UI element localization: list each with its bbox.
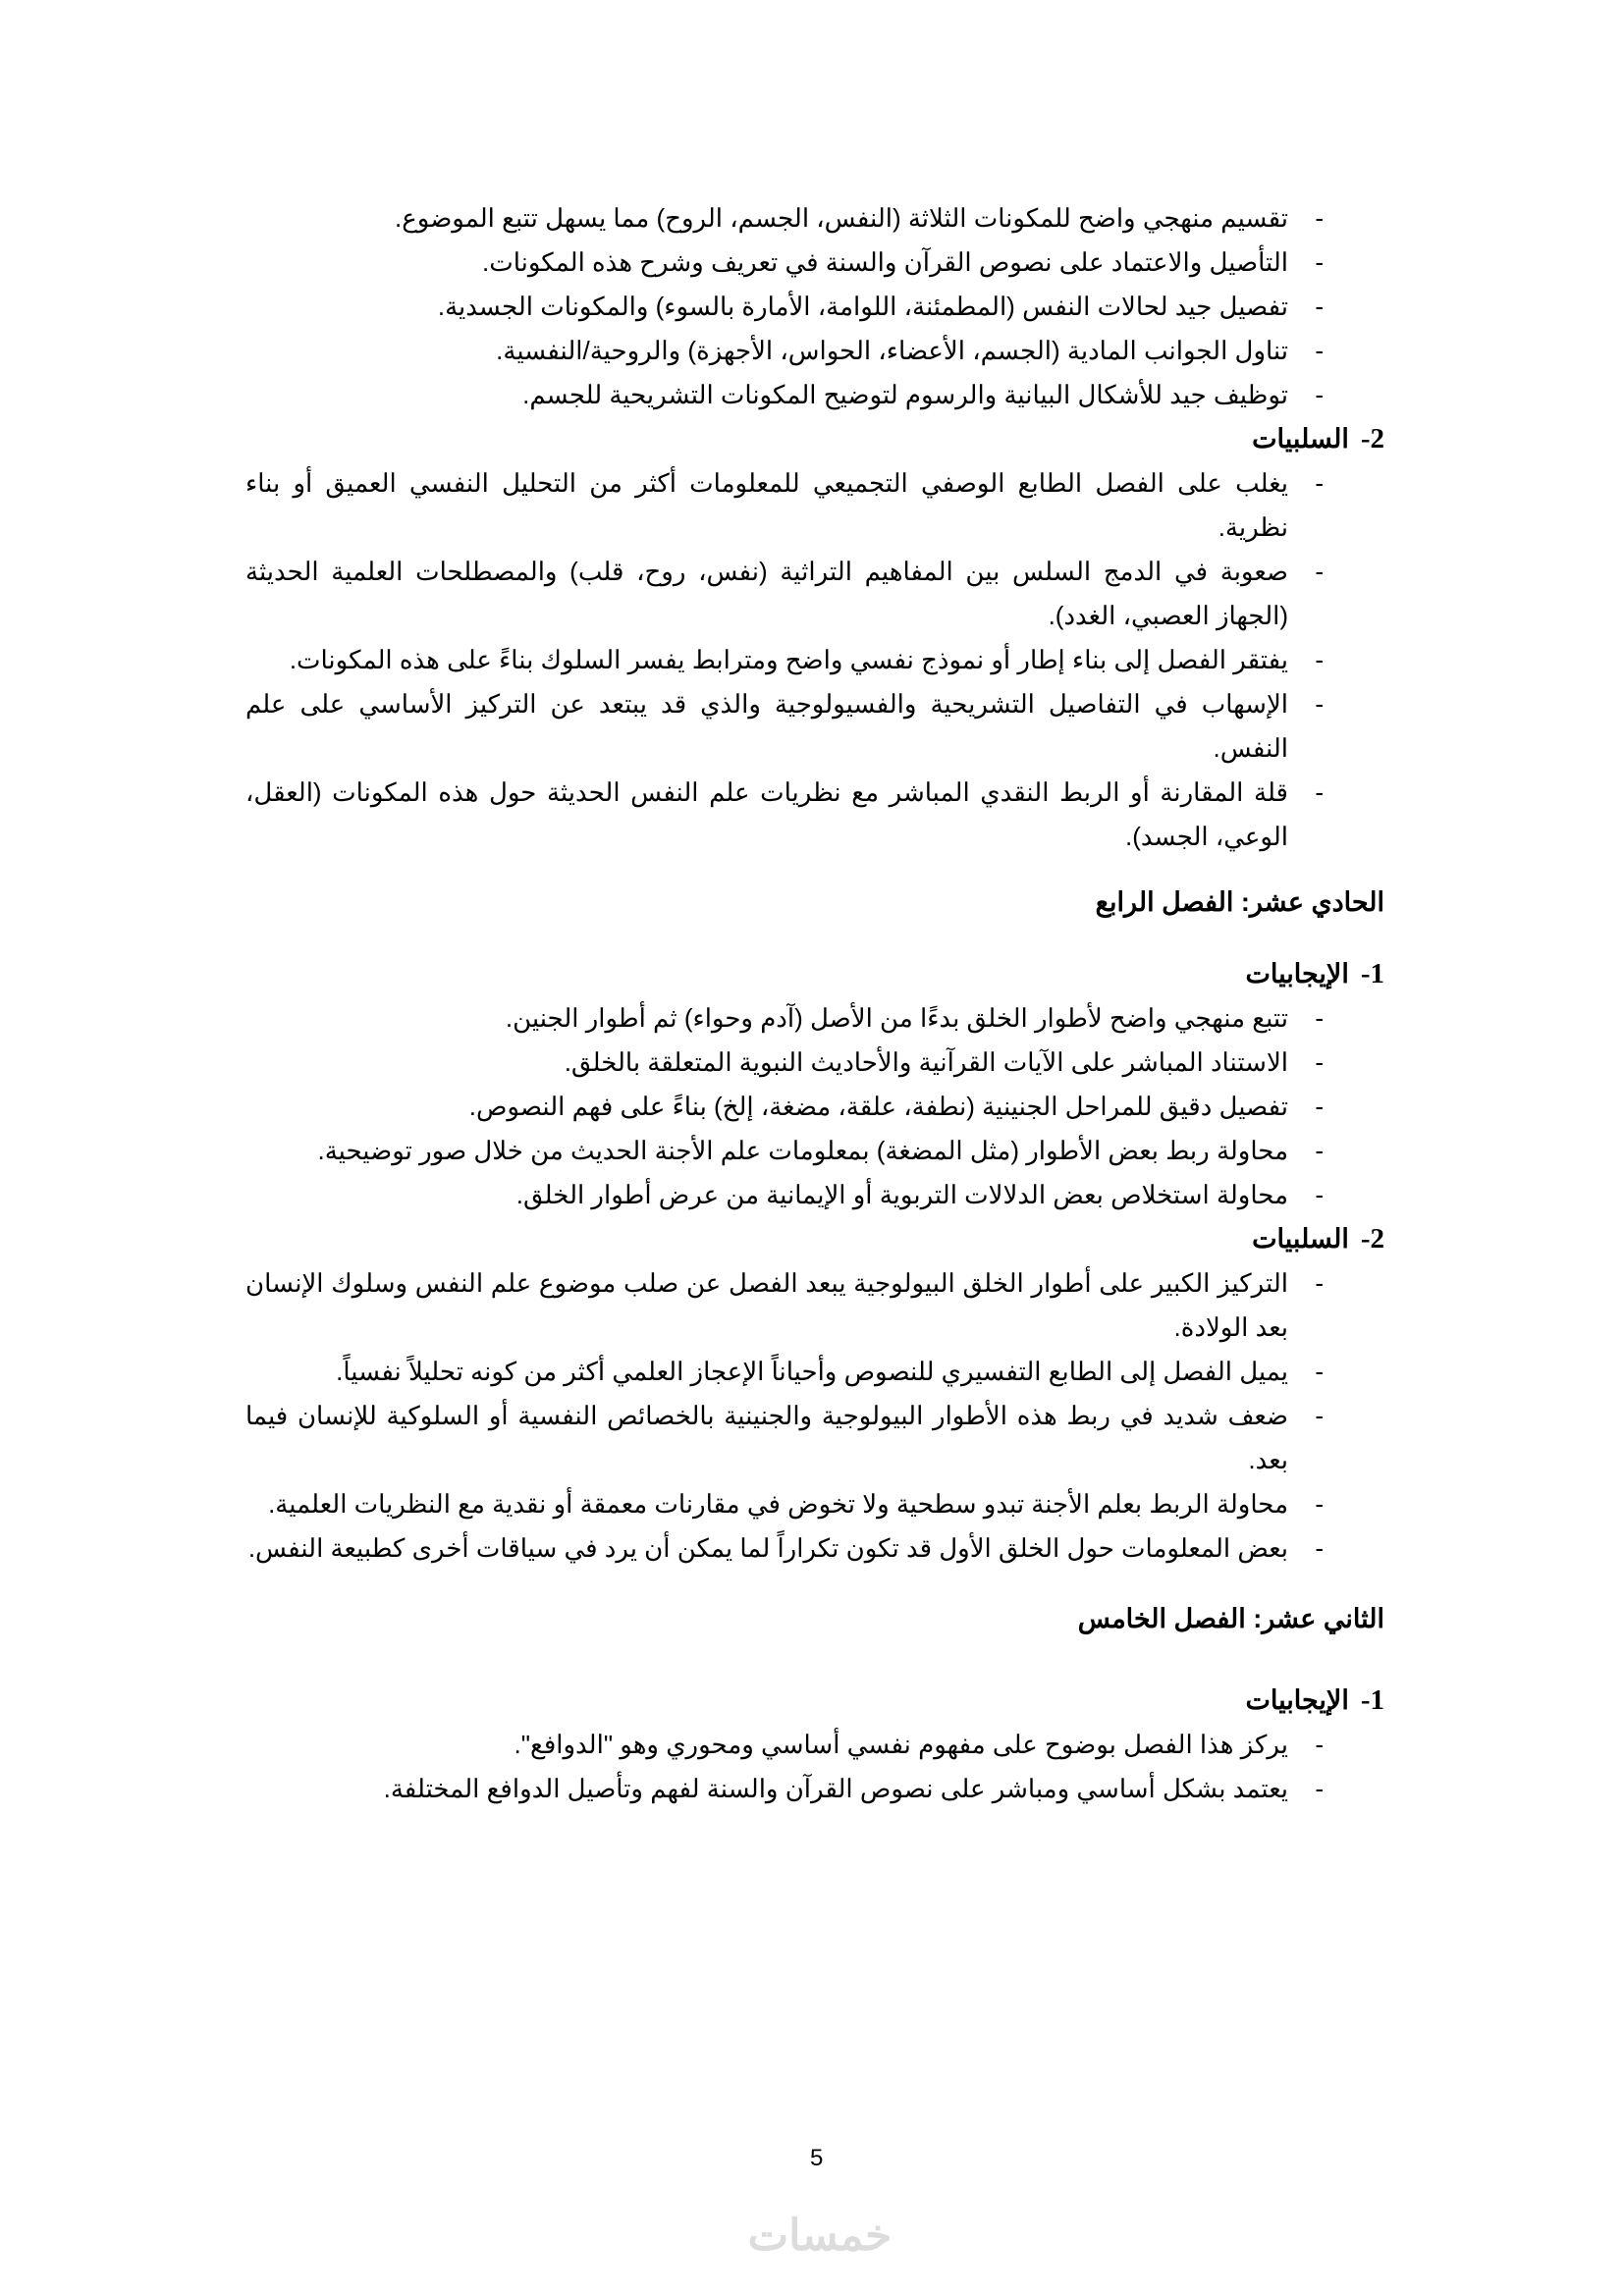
list-item: - يفتقر الفصل إلى بناء إطار أو نموذج نفسي واضح ومترابط يفسر السلوك بناءً على هذه المكونات.: [245, 638, 1384, 682]
bullet-dash: -: [1315, 380, 1324, 409]
bullet-dash: -: [1315, 557, 1324, 586]
bullet-dash: -: [1315, 689, 1324, 719]
list-item: - ضعف شديد في ربط هذه الأطوار البيولوجية والجنينية بالخصائص النفسية أو السلوكية للإنسان فيما بعد.: [245, 1394, 1384, 1482]
document-body: [245, 196, 1384, 1811]
negatives-heading: 2-السلبيات: [1252, 1223, 1384, 1255]
bullet-dash: -: [1315, 1180, 1324, 1209]
positives-heading: 1-الإيجابيات: [1245, 1684, 1384, 1716]
list-item: - قلة المقارنة أو الربط النقدي المباشر مع نظريات علم النفس الحديثة حول هذه المكونات (العقل، الوعي، الجسد).: [245, 771, 1384, 859]
positives-list-continued: [245, 196, 1384, 417]
positives-heading: 1-الإيجابيات: [1245, 958, 1384, 989]
list-item: - يميل الفصل إلى الطابع التفسيري للنصوص وأحياناً الإعجاز العلمي أكثر من كونه تحليلاً نفسياً.: [245, 1350, 1384, 1394]
bullet-dash: -: [1315, 468, 1324, 498]
positives-list: [245, 1723, 1384, 1811]
list-item: - تقسيم منهجي واضح للمكونات الثلاثة (النفس، الجسم، الروح) مما يسهل تتبع الموضوع.: [245, 196, 1384, 240]
list-item: - الاستناد المباشر على الآيات القرآنية والأحاديث النبوية المتعلقة بالخلق.: [245, 1041, 1384, 1085]
bullet-dash: -: [1315, 1489, 1324, 1519]
bullet-dash: -: [1315, 1357, 1324, 1386]
bullet-dash: -: [1315, 1401, 1324, 1430]
bullet-dash: -: [1315, 247, 1324, 277]
list-item: - صعوبة في الدمج السلس بين المفاهيم التراثية (نفس، روح، قلب) والمصطلحات العلمية الحديثة (الجهاز العصبي، الغدد).: [245, 550, 1384, 638]
bullet-dash: -: [1315, 1047, 1324, 1077]
bullet-dash: -: [1315, 203, 1324, 233]
list-item: - يغلب على الفصل الطابع الوصفي التجميعي للمعلومات أكثر من التحليل النفسي العميق أو بناء نظرية.: [245, 461, 1384, 550]
bullet-dash: -: [1315, 645, 1324, 674]
positives-list: [245, 996, 1384, 1217]
list-item: - يعتمد بشكل أساسي ومباشر على نصوص القرآن والسنة لفهم وتأصيل الدوافع المختلفة.: [245, 1767, 1384, 1811]
list-item: - تفصيل جيد لحالات النفس (المطمئنة، اللوامة، الأمارة بالسوء) والمكونات الجسدية.: [245, 285, 1384, 329]
list-item: - محاولة استخلاص بعض الدلالات التربوية أو الإيمانية من عرض أطوار الخلق.: [245, 1173, 1384, 1217]
bullet-dash: -: [1315, 1774, 1324, 1803]
list-item: - بعض المعلومات حول الخلق الأول قد تكون تكراراً لما يمكن أن يرد في سياقات أخرى كطبيعة النفس.: [245, 1526, 1384, 1571]
bullet-dash: -: [1315, 1092, 1324, 1121]
page-number: 5: [810, 2145, 824, 2171]
bullet-dash: -: [1315, 1136, 1324, 1165]
list-item: - تناول الجوانب المادية (الجسم، الأعضاء، الحواس، الأجهزة) والروحية/النفسية.: [245, 329, 1384, 373]
bullet-dash: -: [1315, 777, 1324, 807]
list-item: - توظيف جيد للأشكال البيانية والرسوم لتوضيح المكونات التشريحية للجسم.: [245, 373, 1384, 417]
chapter-heading: الثاني عشر: الفصل الخامس: [1077, 1604, 1384, 1633]
list-item: - الإسهاب في التفاصيل التشريحية والفسيولوجية والذي قد يبتعد عن التركيز الأساسي على علم النفس.: [245, 682, 1384, 771]
list-item: - يركز هذا الفصل بوضوح على مفهوم نفسي أساسي ومحوري وهو "الدوافع".: [245, 1723, 1384, 1767]
list-item: - تفصيل دقيق للمراحل الجنينية (نطفة، علقة، مضغة، إلخ) بناءً على فهم النصوص.: [245, 1085, 1384, 1129]
watermark-logo: خمسات: [747, 2212, 893, 2260]
list-item: - التركيز الكبير على أطوار الخلق البيولوجية يبعد الفصل عن صلب موضوع علم النفس وسلوك الإنسان بعد الولادة.: [245, 1261, 1384, 1350]
list-item: - محاولة الربط بعلم الأجنة تبدو سطحية ولا تخوض في مقارنات معمقة أو نقدية مع النظريات العلمية.: [245, 1482, 1384, 1526]
bullet-dash: -: [1315, 1003, 1324, 1033]
negatives-list: [245, 461, 1384, 859]
bullet-dash: -: [1315, 336, 1324, 365]
bullet-dash: -: [1315, 1730, 1324, 1759]
chapter-heading: الحادي عشر: الفصل الرابع: [1095, 887, 1384, 917]
bullet-dash: -: [1315, 1268, 1324, 1298]
list-item: - تتبع منهجي واضح لأطوار الخلق بدءًا من الأصل (آدم وحواء) ثم أطوار الجنين.: [245, 996, 1384, 1041]
bullet-dash: -: [1315, 292, 1324, 321]
negatives-list: [245, 1261, 1384, 1571]
negatives-heading: 2-السلبيات: [1252, 423, 1384, 454]
bullet-dash: -: [1315, 1533, 1324, 1563]
list-item: - التأصيل والاعتماد على نصوص القرآن والسنة في تعريف وشرح هذه المكونات.: [245, 240, 1384, 285]
list-item: - محاولة ربط بعض الأطوار (مثل المضغة) بمعلومات علم الأجنة الحديث من خلال صور توضيحية.: [245, 1129, 1384, 1173]
